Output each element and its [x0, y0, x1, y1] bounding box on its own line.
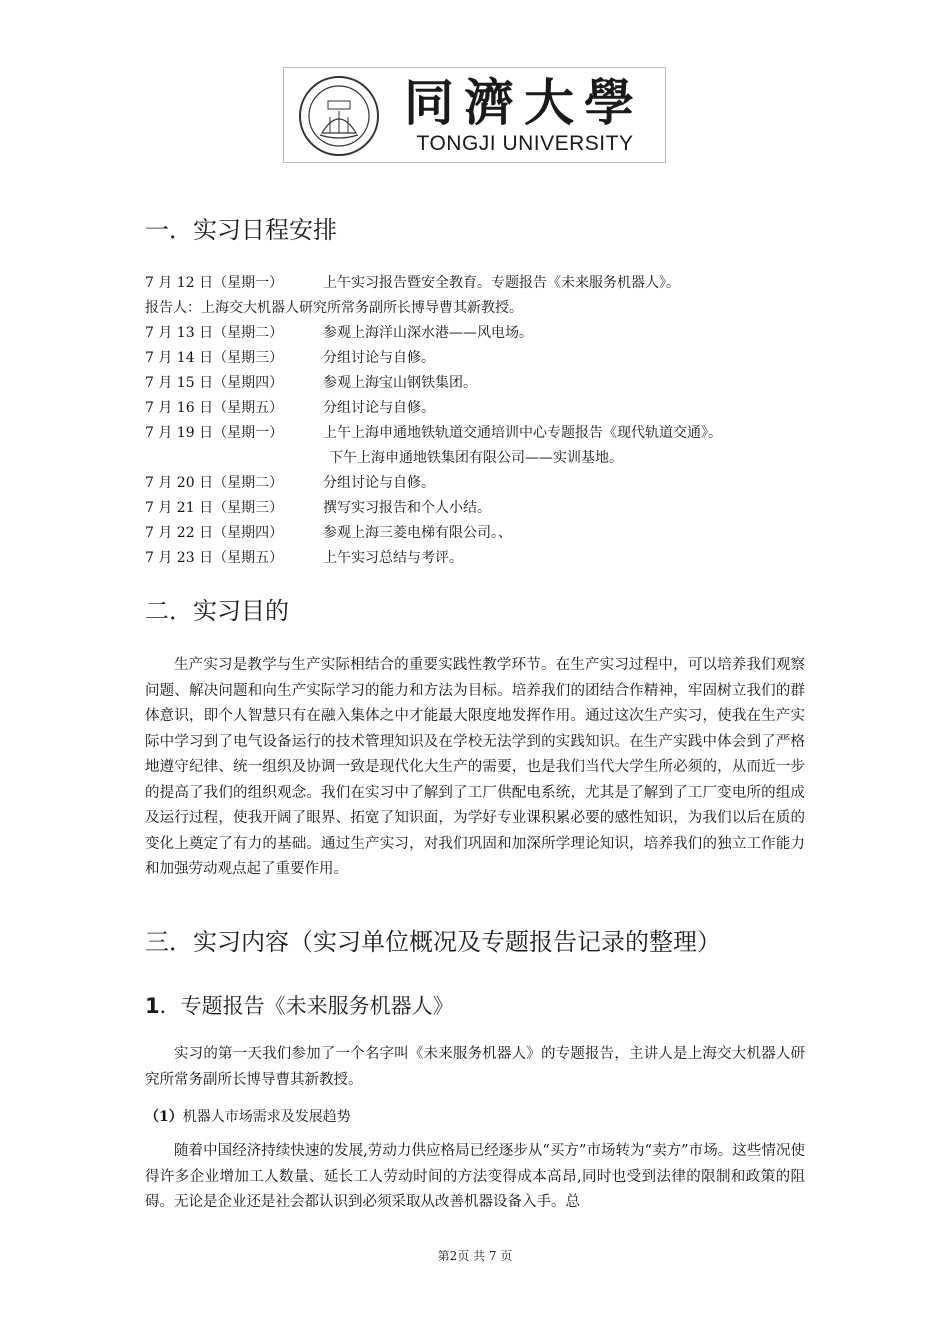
- schedule-row: [145, 521, 825, 546]
- schedule-activity: 分组讨论与自修。: [323, 475, 435, 491]
- university-name-cn: 同濟大學: [404, 73, 644, 132]
- schedule-date: 7 月 22 日（星期四）: [145, 525, 284, 541]
- schedule-activity: 分组讨论与自修。: [323, 350, 435, 366]
- schedule-row: [145, 446, 825, 471]
- schedule-activity: 上午实习报告暨安全教育。专题报告《未来服务机器人》。: [323, 275, 680, 291]
- university-name-en: TONGJI UNIVERSITY: [416, 132, 634, 155]
- schedule-date: 7 月 13 日（星期二）: [145, 325, 284, 341]
- university-logo: [283, 67, 666, 163]
- schedule-activity: 上午上海申通地铁轨道交通培训中心专题报告《现代轨道交通》。: [323, 425, 722, 441]
- schedule-date: 7 月 15 日（星期四）: [145, 375, 284, 391]
- schedule-activity: 下午上海申通地铁集团有限公司——实训基地。: [329, 450, 623, 466]
- item1-number: （1）: [145, 1109, 183, 1125]
- schedule-date: 7 月 14 日（星期三）: [145, 350, 284, 366]
- section2-title: 二．实习目的: [145, 597, 289, 625]
- schedule-date: 7 月 12 日（星期一）: [145, 275, 284, 291]
- schedule-row: [145, 346, 825, 371]
- schedule-list: [145, 271, 825, 571]
- subsection1-title: ．专题报告《未来服务机器人》: [159, 994, 454, 1018]
- university-seal-icon: [298, 75, 380, 157]
- schedule-activity: 参观上海洋山深水港——风电场。: [323, 325, 533, 341]
- section1-title: 一．实习日程安排: [145, 216, 337, 244]
- section2-body: 生产实习是教学与生产实际相结合的重要实践性教学环节。在生产实习过程中，可以培养我们观察问题、解决问题和向生产实际学习的能力和方法为目标。培养我们的团结合作精神，牢固树立我们的群体意识，即个人智慧只有在融入集体之中才能最大限度地发挥作用。通过这次生产实习，使我在生产实际中学习到了电气设备运行的技术管理知识及在学校无法学到的实践知识。在生产实践中体会到了严格地遵守纪律、统一组织及协调一致是现代化大生产的需要，也是我们当代大学生所必须的，从而近一步的提高了我们的组织观念。我们在实习中了解到了工厂供配电系统，尤其是了解到了工厂变电所的组成及运行过程，使我开阔了眼界、拓宽了知识面，为学好专业课积累必要的感性知识，为我们以后在质的变化上奠定了有力的基础。通过生产实习，对我们巩固和加深所学理论知识，培养我们的独立工作能力和加强劳动观点起了重要作用。: [145, 657, 805, 877]
- schedule-activity: 上午实习总结与考评。: [323, 550, 463, 566]
- subsection1-number: 1: [145, 994, 160, 1018]
- schedule-row: [145, 546, 825, 571]
- schedule-activity: 撰写实习报告和个人小结。: [323, 500, 491, 516]
- schedule-row: [145, 271, 825, 296]
- schedule-row: [145, 396, 825, 421]
- schedule-date: 7 月 23 日（星期五）: [145, 550, 284, 566]
- schedule-row: [145, 321, 825, 346]
- schedule-row: [145, 496, 825, 521]
- item1-title: 机器人市场需求及发展趋势: [182, 1109, 351, 1125]
- item1-body: 随着中国经济持续快速的发展,劳动力供应格局已经逐步从“买方”市场转为“卖方”市场。这些情况使得许多企业增加工人数量、延长工人劳动时间的方法变得成本高昂,同时也受到法律的限制和政策的阻碍。无论是企业还是社会都认识到必须采取从改善机器设备入手。总: [145, 1143, 805, 1210]
- subsection1-body: 实习的第一天我们参加了一个名字叫《未来服务机器人》的专题报告，主讲人是上海交大机器人研究所常务副所长博导曹其新教授。: [145, 1046, 805, 1088]
- item1-heading: [145, 1106, 351, 1126]
- schedule-activity: 参观上海宝山钢铁集团。: [323, 375, 477, 391]
- schedule-presenter: 报告人：上海交大机器人研究所常务副所长博导曹其新教授。: [145, 300, 523, 316]
- page-number: 第2页 共 7 页: [437, 1249, 513, 1263]
- subsection1-heading: [145, 990, 454, 1020]
- schedule-row: [145, 296, 825, 321]
- section3-title: 三．实习内容（实习单位概况及专题报告记录的整理）: [145, 928, 721, 956]
- schedule-date: 7 月 19 日（星期一）: [145, 425, 284, 441]
- schedule-date: 7 月 20 日（星期二）: [145, 475, 284, 491]
- schedule-date: 7 月 21 日（星期三）: [145, 500, 284, 516]
- schedule-row: [145, 471, 825, 496]
- schedule-row: [145, 371, 825, 396]
- schedule-activity: 参观上海三菱电梯有限公司。、: [323, 525, 512, 541]
- schedule-row: [145, 421, 825, 446]
- schedule-activity: 分组讨论与自修。: [323, 400, 435, 416]
- schedule-date: 7 月 16 日（星期五）: [145, 400, 284, 416]
